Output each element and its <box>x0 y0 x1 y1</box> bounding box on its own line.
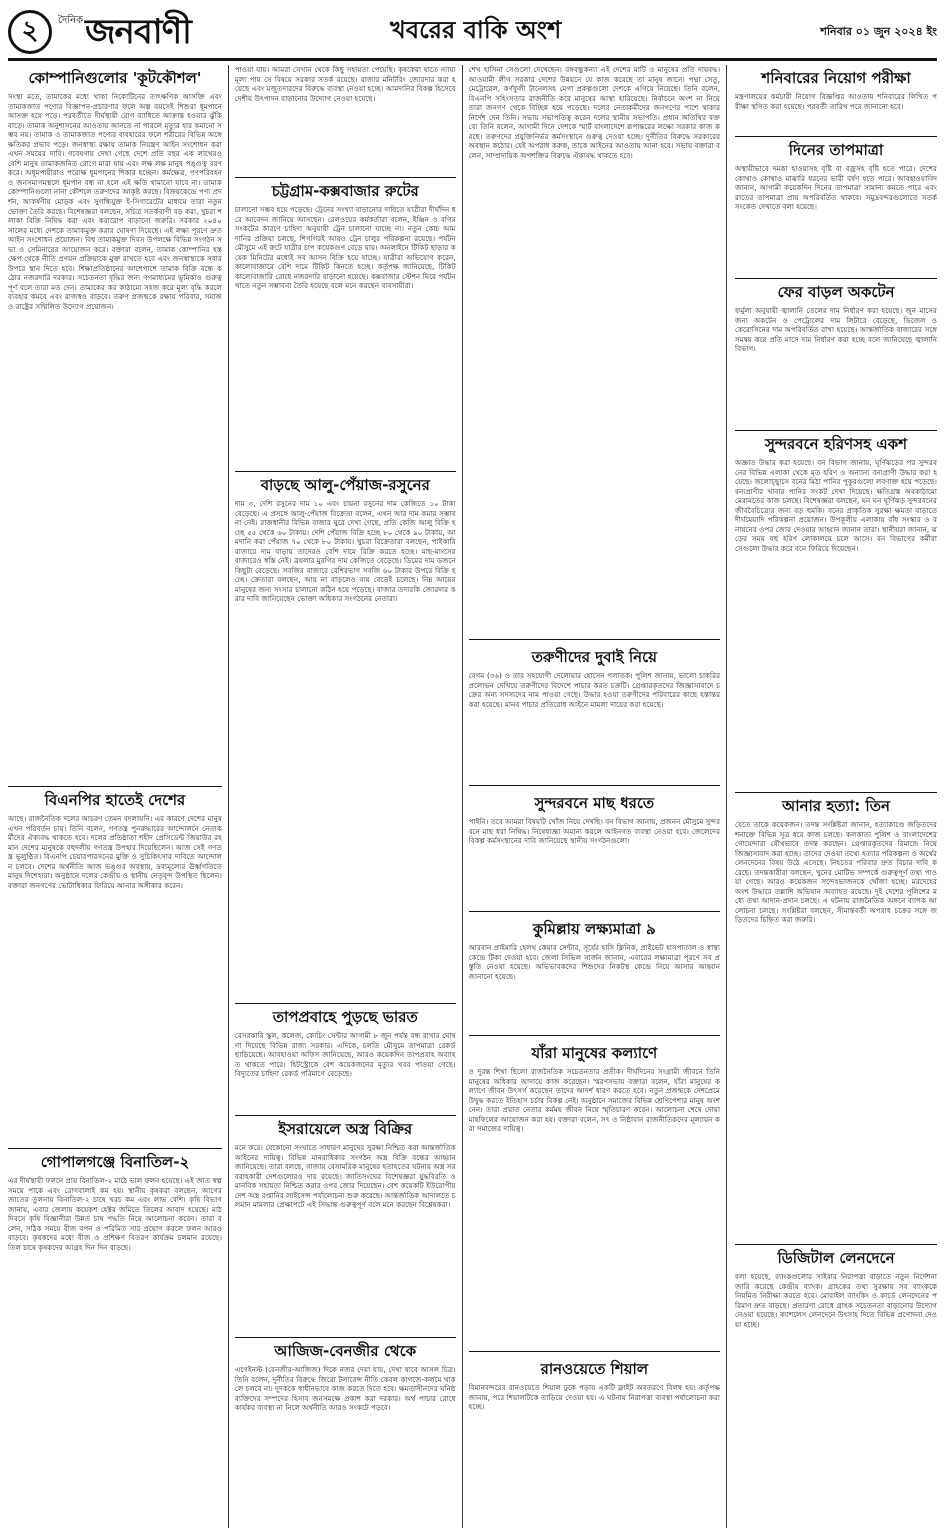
divider <box>235 1337 456 1338</box>
headline-young: তরুণীদের দুবাই নিয়ে <box>531 648 657 666</box>
article-comilla: আরবান প্রাইমারি হেলথ কেয়ার সেন্টার, সূর্যের হাসি ক্লিনিক, প্রাইভেট হাসপাতাল ও স্বাস্থ্য কেন্দ্রে টিকা দেওয়া হবে। জেলা সিভিল সার্জন জানান, এবারের লক্ষ্যমাত্রা পূরণে সব প্রস্তুতি নেওয়া হয়েছে। অভিভাবকদের শিশুদের নিকটস্থ কেন্দ্রে নিয়ে আসার আহ্বান জানানো হয়েছে। <box>468 943 721 981</box>
column-3 <box>463 65 727 1528</box>
divider <box>735 792 937 793</box>
headline-comilla: কুমিল্লায় লক্ষ্যমাত্রা ৯ <box>532 920 656 938</box>
article-india: বেসরকারি স্কুল, কলেজ, কোচিং সেন্টার আগামী ৮ জুন পর্যন্ত বন্ধ রাখার ঘোষণা দিয়েছে বিভিন্ন রাজ্য সরকার। এদিকে, চলতি মৌসুমে তাপমাত্রা রেকর্ড ছাড়িয়েছে। আবহাওয়া অফিস জানিয়েছে, আরও কয়েকদিন তাপপ্রবাহ অব্যাহত থাকতে পারে। হিটস্ট্রোকে বেশ কয়েকজনের মৃত্যুর খবর পাওয়া গেছে। বিদ্যুতের চাহিদা রেকর্ড পরিমাণে বেড়েছে। <box>234 1031 456 1079</box>
divider <box>469 639 720 640</box>
divider <box>469 911 720 912</box>
divider <box>8 1148 222 1149</box>
headline-deer: সুন্দরবনে হরিণসহ একশ <box>765 435 908 453</box>
article-octane: ফর্মুলা অনুযায়ী জ্বালানি তেলের দাম নির্ধারণ করা হয়েছে। জুন মাসের জন্য অকটেন ও পেট্রোলের দাম লিটারে বেড়েছে, ডিজেল ও কেরোসিনের দাম অপরিবর্তিত রাখা হয়েছে। আন্তর্জাতিক বাজারের সঙ্গে সমন্বয় করে প্রতি মাসে দাম নির্ধারণ করা হচ্ছে বলে জানিয়েছে জ্বালানি বিভাগ। <box>735 306 937 354</box>
divider <box>735 136 937 137</box>
headline-india: তাপপ্রবাহে পুড়ছে ভারত <box>272 1008 418 1026</box>
divider <box>235 177 456 178</box>
article-sundarban-fish: পাইনি। তবে আমরা বিষয়টি খোঁজ নিয়ে দেখছি। বন বিভাগ জানায়, প্রজনন মৌসুমে সুন্দরবনে মাছ ধরা নিষিদ্ধ। নিষেধাজ্ঞা অমান্য করলে আইনগত ব্যবস্থা নেওয়া হবে। জেলেদের বিকল্প কর্মসংস্থানের দাবি জানিয়েছে স্থানীয় সংগঠনগুলো। <box>468 817 721 846</box>
article-welfare: ও দুরন্ত শিখা ছিলো রাজনৈতিক সচেতনতার প্রতীক। দীর্ঘদিনের সংগ্রামী জীবনে তিনি মানুষের অধিকার আদায়ে কাজ করেছেন। স্মরণসভায় বক্তারা বলেন, যাঁরা মানুষের কল্যাণে জীবন উৎসর্গ করেছেন তাদের আদর্শ ধারণ করতে হবে। নতুন প্রজন্মকে দেশপ্রেমে উদ্বুদ্ধ করতে ইতিহাস চর্চার বিকল্প নেই। অনুষ্ঠানে সমাজের বিভিন্ন শ্রেণিপেশার মানুষ অংশ নেন। তারা প্রয়াত নেতার কর্মময় জীবন নিয়ে স্মৃতিচারণ করেন। আলোচনা শেষে দোয়া মাহফিলের আয়োজন করা হয়। বক্তারা বলেন, সৎ ও নিষ্ঠাবান রাজনীতিকদের মূল্যায়ন করা সমাজের দায়িত্ব। <box>468 1067 721 1134</box>
article-sheikh: শেখ হাসিনা সেগুলো দেখেছেন। বঙ্গবন্ধুকন্যা এই দেশের মাটি ও মানুষের প্রতি দায়বদ্ধ। আওয়ামী লীগ সরকার দেশের উন্নয়নে যে কাজ করেছে তা মানুষ জানে। পদ্মা সেতু, মেট্রোরেল, কর্ণফুলী টানেলসহ মেগা প্রকল্পগুলো দেশকে এগিয়ে নিয়েছে। তিনি বলেন, বিএনপি সহিংসতার রাজনীতি করে মানুষের আস্থা হারিয়েছে। নির্বাচনে অংশ না নিয়ে তারা জনগণ থেকে বিচ্ছিন্ন হয়ে পড়েছে। দলের নেতাকর্মীদের জনগণের পাশে থাকার নির্দেশ দেন তিনি। সভায় সভাপতিত্ব করেন দলের স্থানীয় সভাপতি। প্রধান অতিথির বক্তব্যে তিনি বলেন, আগামী দিনে দেশকে স্মার্ট বাংলাদেশে রূপান্তরের লক্ষ্যে সরকার কাজ করছে। তরুণদের প্রযুক্তিনির্ভর কর্মসংস্থানে গুরুত্ব দেওয়া হচ্ছে। দুর্নীতির বিরুদ্ধে সরকারের অবস্থান কঠোর। যেই অপরাধ করুক, তাকে আইনের আওতায় আনা হবে। সভায় বক্তারা বলেন, সাম্প্রদায়িক অপশক্তির বিরুদ্ধে ঐক্যবদ্ধ থাকতে হবে। <box>468 65 721 160</box>
column-1 <box>8 65 229 1528</box>
article-companies: সংস্থা মতে, তামাকের মধ্যে থাকা নিকোটিনের তাৎক্ষণিক আসক্তি এবং তামাকজাত পণ্যের বিজ্ঞাপন-প্রচারণার ফলে অল্প বয়সেই শিশুরা ধূমপানে আসক্ত হয়ে পড়ে। পরবর্তীতে দীর্ঘস্থায়ী রোগ ব্যাধিতে আক্রান্ত হওয়ার ঝুঁকি বাড়ে। তামাক অনুশাসনের আওতায় আনতে না পারলে মৃত্যুর হার কমানো সম্ভব নয়। তামাক ও তামাকজাত পণ্যের ব্যবহারের ফলে শরীরের বিভিন্ন অঙ্গে ক্ষতিকর প্রভাব পড়ে। জনস্বাস্থ্য রক্ষায় তামাক নিয়ন্ত্রণ আইন সংশোধন করা এখন সময়ের দাবি। গবেষণায় দেখা গেছে দেশে প্রতি বছর এক লাখেরও বেশি মানুষ তামাকজনিত রোগে মারা যায় এবং লক্ষ লক্ষ মানুষ পঙ্গুত্ব বরণ করে। অধূমপায়ীরাও পরোক্ষ ধূমপানের শিকার হচ্ছেন। কর্মক্ষেত্র, গণপরিবহন ও জনসমাগমস্থলে ধূমপান বন্ধ না হলে এই ক্ষতি থামানো যাবে না। তামাক কোম্পানিগুলো নানা কৌশলে তরুণদের আকৃষ্ট করছে। বিক্রয়কেন্দ্রে পণ্য প্রদর্শন, আকর্ষণীয় মোড়ক এবং সুগন্ধিযুক্ত ই-সিগারেটের মাধ্যমে তারা নতুন ভোক্তা তৈরি করছে। বিশেষজ্ঞরা বলছেন, সচিত্র সতর্কবাণী বড় করা, খুচরা শলাকা বিক্রি নিষিদ্ধ করা এবং করারোপ বাড়ানো জরুরি। সরকার ২০৪০ সালের মধ্যে দেশকে তামাকমুক্ত করার ঘোষণা দিয়েছে। এই লক্ষ্য পূরণে দ্রুত আইন সংশোধন প্রয়োজন। বিশ্ব তামাকমুক্ত দিবস উপলক্ষে বিভিন্ন সংগঠন সভা ও সেমিনারের আয়োজন করে। বক্তারা বলেন, তামাক কোম্পানির হস্তক্ষেপ থেকে নীতি প্রণয়ন প্রক্রিয়াকে মুক্ত রাখতে হবে এবং জনস্বাস্থ্যকে সবার উপরে স্থান দিতে হবে। শিক্ষাপ্রতিষ্ঠানের আশেপাশে তামাক বিক্রি বন্ধে কঠোর নজরদারি দরকার। সচেতনতা বৃদ্ধির জন্য গণমাধ্যমের ভূমিকাও গুরুত্বপূর্ণ বলে তারা মত দেন। তামাকের কর কাঠামো সহজ করে মূল্য বৃদ্ধি করলে ব্যবহার কমবে এবং রাজস্বও বাড়বে। তরুণ প্রজন্মকে রক্ষায় পরিবার, সমাজ ও রাষ্ট্রের সম্মিলিত উদ্যোগ প্রয়োজন। <box>8 92 222 312</box>
divider <box>469 1351 720 1352</box>
article-pao: পাওয়া যায়। আমরা সেখান থেকে কিছু সহায়তা পেয়েছি। কৃষকেরা যাতে ন্যায্যমূল্য পায় সে বিষয়ে সরকার সতর্ক রয়েছে। বাজার মনিটরিং জোরদার করা হয়েছে এবং মজুতদারদের বিরুদ্ধে ব্যবস্থা নেওয়া হচ্ছে। আমদানির বিকল্প হিসেবে দেশীয় উৎপাদন বাড়ানোর উদ্যোগ নেওয়া হয়েছে। <box>234 65 456 103</box>
article-digital: বলা হয়েছে, ব্যাংকগুলোর সাইবার নিরাপত্তা বাড়াতে নতুন নির্দেশনা জারি করেছে কেন্দ্রীয় ব্যাংক। গ্রাহকের তথ্য সুরক্ষায় সব ব্যাংককে নিয়মিত নিরীক্ষা করতে হবে। মোবাইল ব্যাংকিং ও কার্ডে লেনদেনের পরিমাণ দ্রুত বাড়ছে। প্রতারণা রোধে গ্রাহক সচেতনতা বাড়ানোর উদ্যোগ নেওয়া হয়েছে। ক্যাশলেস লেনদেনে উৎসাহ দিতে বিভিন্ন প্রণোদনা দেওয়া হচ্ছে। <box>735 1272 937 1329</box>
headline-digital: ডিজিটাল লেনদেনে <box>777 1249 895 1267</box>
article-jobs: মন্ত্রণালয়ের কর্মচারী নিয়োগ বিজ্ঞপ্তির আওতায় শনিবারের লিখিত পরীক্ষা স্থগিত করা হয়েছে। পরবর্তী তারিখ পরে জানানো হবে। <box>735 92 937 111</box>
divider <box>469 785 720 786</box>
headline-aziz: আজিজ-বেনজীর থেকে <box>274 1342 417 1360</box>
divider <box>735 278 937 279</box>
divider <box>469 1035 720 1036</box>
headline-murder: আনার হত্যা: তিন <box>782 797 890 815</box>
page-number: ২ <box>8 10 52 54</box>
article-temp: অস্থায়ীভাবে দমকা হাওয়াসহ বৃষ্টি বা বজ্রসহ বৃষ্টি হতে পারে। দেশের কোথাও কোথাও মাঝারি ধরনের ভারী বর্ষণ হতে পারে। আবহাওয়াবিদ জানান, আগামী কয়েকদিন দিনের তাপমাত্রা সামান্য কমতে পারে এবং রাতের তাপমাত্রা প্রায় অপরিবর্তিত থাকবে। সমুদ্রবন্দরগুলোতে সতর্কসংকেত দেখাতে বলা হয়েছে। <box>735 164 937 212</box>
masthead <box>8 6 937 61</box>
article-murder: যেতে তাকে কয়েকজন। তদন্ত সংশ্লিষ্টরা জানান, হত্যাকাণ্ডে জড়িতদের শনাক্তে বিভিন্ন সূত্র ধরে কাজ চলছে। কলকাতা পুলিশ ও বাংলাদেশের গোয়েন্দারা যৌথভাবে তদন্ত করছেন। গ্রেপ্তারকৃতদের রিমান্ডে নিয়ে জিজ্ঞাসাবাদ করা হচ্ছে। তাদের দেওয়া তথ্যে হত্যার পরিকল্পনা ও অর্থের লেনদেনের বিষয় উঠে এসেছে। নিহতের পরিবার দ্রুত বিচার দাবি করেছে। তদন্তকারীরা বলছেন, খুনের মোটিভ সম্পর্কে গুরুত্বপূর্ণ তথ্য পাওয়া গেছে। আরও কয়েকজন সন্দেহভাজনকে খোঁজা হচ্ছে। মরদেহের অংশ উদ্ধারে তল্লাশি অভিযান অব্যাহত রয়েছে। দুই দেশের পুলিশের মধ্যে তথ্য আদান-প্রদান চলছে। এ ঘটনায় রাজনৈতিক অঙ্গনে ব্যাপক আলোচনা চলছে। সংশ্লিষ্টরা বলছেন, সীমান্তবর্তী অপরাধ চক্রের সঙ্গে জড়িতদের চিহ্নিত করা জরুরি। <box>735 820 937 925</box>
article-bnp: আছে। রাজনৈতিক দলের আচরণ তেমন বদলায়নি। এর কারণে দেশের মানুষ এখন পরিবর্তন চায়। তিনি বলেন, গণতন্ত্র পুনরুদ্ধারের আন্দোলনে নেতাকর্মীদের ঐক্যবদ্ধ থাকতে হবে। দলের প্রতিষ্ঠাতা শহীদ প্রেসিডেন্ট জিয়াউর রহমান দেশের মানুষকে বহুদলীয় গণতন্ত্র উপহার দিয়েছিলেন। আজ সেই গণতন্ত্র ভূলুণ্ঠিত। বিএনপি চেয়ারপারসনের মুক্তি ও সুচিকিৎসার দাবিতে আন্দোলন চলবে। দেশের অর্থনীতি আজ ভঙ্গুর অবস্থায়, দ্রব্যমূল্যের ঊর্ধ্বগতিতে মানুষ দিশেহারা। অনুষ্ঠানে দলের কেন্দ্রীয় ও স্থানীয় নেতৃবৃন্দ উপস্থিত ছিলেন। বক্তারা জনগণের ভোটাধিকার ফিরিয়ে আনার অঙ্গীকার করেন। <box>8 814 222 890</box>
headline-octane: ফের বাড়ল অকটেন <box>777 283 895 301</box>
headline-jobs: শনিবারের নিয়োগ পরীক্ষা <box>761 69 911 87</box>
page-date: শনিবার ০১ জুন ২০২৪ ইং <box>820 24 937 38</box>
article-potato: দাম ৩, দেশি রসুনের দাম ১০ এবং চায়না রসুনের দাম কেজিতে ১০ টাকা বেড়েছে। এ প্রসঙ্গে আলু-পেঁয়াজ বিক্রেতা বলেন, এখন আর দাম কমার সম্ভাবনা নেই। রাজধানীর বিভিন্ন বাজার ঘুরে দেখা গেছে, প্রতি কেজি আলু বিক্রি হচ্ছে ৫৫ থেকে ৬০ টাকায়। দেশি পেঁয়াজ বিক্রি হচ্ছে ৮০ থেকে ৯০ টাকায়, আমদানি করা পেঁয়াজ ৭০ থেকে ৮০ টাকায়। খুচরা বিক্রেতারা বলছেন, পাইকারি বাজারে দাম বাড়ায় তাদেরও বেশি দামে বিক্রি করতে হচ্ছে। মাছ-মাংসের বাজারেও স্বস্তি নেই। ব্রয়লার মুরগির দাম কেজিতে বেড়েছে। ডিমের দাম ডজনে কিছুটা বেড়েছে। সবজির বাজারে বেশিরভাগ সবজি ৬০ টাকার উপরে বিক্রি হচ্ছে। ক্রেতারা বলছেন, আয় না বাড়লেও ব্যয় বেড়েই চলেছে। নিম্ন আয়ের মানুষের জন্য সংসার চালানো কঠিন হয়ে পড়েছে। বাজার তদারকি জোরদার করার দাবি জানিয়েছেন ভোক্তা অধিকার সংগঠনের নেতারা। <box>234 499 456 604</box>
headline-bnp: বিএনপির হাতেই দেশের <box>44 791 186 809</box>
divider <box>735 1244 937 1245</box>
headline-temp: দিনের তাপমাত্রা <box>788 141 884 159</box>
article-young: বেগম (৩৬) ও তার সহযোগী দেলোয়ার হোসেন পলাতক। পুলিশ জানায়, ভালো চাকরির প্রলোভন দেখিয়ে তরুণীদের বিদেশে পাচার করত চক্রটি। গ্রেপ্তারকৃতদের জিজ্ঞাসাবাদে চক্রের অন্য সদস্যদের নাম পাওয়া গেছে। উদ্ধার হওয়া তরুণীদের পরিবারের কাছে হস্তান্তর করা হয়েছে। মানব পাচার প্রতিরোধ আইনে মামলা দায়ের করা হয়েছে। <box>468 671 721 709</box>
brand-small: দৈনিক <box>58 15 84 26</box>
article-ctg: চালানো সম্ভব হয়ে পড়েছে। ট্রেনের সংখ্যা বাড়ানোর দাবিতে যাত্রীরা দীর্ঘদিন ধরে আবেদন জানিয়ে আসছেন। রেলওয়ের কর্মকর্তারা বলেন, ইঞ্জিন ও বগির সংকটের কারণে চাহিদা অনুযায়ী ট্রেন চালানো যাচ্ছে না। নতুন কোচ আমদানির প্রক্রিয়া চলছে, শিগগিরই আরও ট্রেন চালুর পরিকল্পনা রয়েছে। পর্যটন মৌসুমে এই রুটে যাত্রীর চাপ কয়েকগুণ বেড়ে যায়। অনলাইনে টিকিট ছাড়ার কয়েক মিনিটের মধ্যেই সব আসন বিক্রি হয়ে যাচ্ছে। যাত্রীরা অভিযোগ করেন, কালোবাজারে বেশি দামে টিকিট কিনতে হচ্ছে। কর্তৃপক্ষ জানিয়েছে, টিকিট কালোবাজারি রোধে নজরদারি বাড়ানো হয়েছে। কক্সবাজার স্টেশন ঘিরে পর্যটন খাতে নতুন সম্ভাবনা তৈরি হয়েছে বলে মনে করছেন ব্যবসায়ীরা। <box>234 205 456 291</box>
divider <box>8 786 222 787</box>
article-israel: মনে করে। যেকোনো সংঘাতে সাধারণ মানুষের সুরক্ষা নিশ্চিত করা আন্তর্জাতিক আইনের দায়িত্ব। বিভিন্ন মানবাধিকার সংগঠন অস্ত্র বিক্রি বন্ধের আহ্বান জানিয়েছে। তারা বলছে, গাজায় বেসামরিক মানুষের হতাহতের ঘটনায় অস্ত্র সরবরাহকারী দেশগুলোরও দায় রয়েছে। জাতিসংঘের বিশেষজ্ঞরা যুদ্ধবিরতি ও মানবিক সহায়তা নিশ্চিত করার ওপর জোর দিয়েছেন। বেশ কয়েকটি ইউরোপীয় দেশ অস্ত্র রপ্তানির লাইসেন্স পর্যালোচনা শুরু করেছে। আন্তর্জাতিক আদালতে চলমান মামলার প্রেক্ষাপটে এই সিদ্ধান্ত গুরুত্বপূর্ণ বলে মনে করছেন বিশ্লেষকরা। <box>234 1143 456 1210</box>
headline-runway: রানওয়েতে শিয়াল <box>540 1360 649 1378</box>
headline-companies: কোম্পানিগুলোর 'কূটকৌশল' <box>28 69 202 87</box>
divider <box>235 471 456 472</box>
article-runway: বিমানবন্দরের রানওয়েতে শিয়াল ঢুকে পড়ায় একটি ফ্লাইট অবতরণে বিলম্ব হয়। কর্তৃপক্ষ জানায়, পরে শিয়ালটিকে তাড়িয়ে দেওয়া হয়। এ ঘটনায় নিরাপত্তা ব্যবস্থা পর্যালোচনা করা হচ্ছে। <box>468 1383 721 1412</box>
article-aziz: এগেইনস্ট (বেনজীর-আজিজ) দিকে নজর দেয়া যায়, দেখা যাবে আসল চিত্র। তিনি বলেন, দুর্নীতির বিরুদ্ধে জিরো টলারেন্স নীতি কেবল কাগজে-কলমে থাকলে চলবে না। দুদককে স্বাধীনভাবে কাজ করতে দিতে হবে। ক্ষমতাসীনদের ঘনিষ্ঠ ব্যক্তিদের সম্পদের হিসাব জনসমক্ষে প্রকাশ করা দরকার। অর্থ পাচার রোধে কার্যকর ব্যবস্থা না নিলে অর্থনীতি আরও সংকটে পড়বে। <box>234 1365 456 1413</box>
divider <box>235 1115 456 1116</box>
headline-israel: ইসরায়েলে অস্ত্র বিক্রির <box>278 1120 413 1138</box>
column-4 <box>727 65 937 1528</box>
article-deer: অজ্ঞাত উদ্ধার করা হয়েছে। বন বিভাগ জানায়, ঘূর্ণিঝড়ের পর সুন্দরবনের বিভিন্ন এলাকা থেকে মৃত হরিণ ও অন্যান্য বন্যপ্রাণী উদ্ধার করা হয়েছে। জলোচ্ছ্বাসে বনের মিঠা পানির পুকুরগুলো লবণাক্ত হয়ে পড়েছে। বন্যপ্রাণীর খাবার পানির সংকট দেখা দিয়েছে। ক্ষতিগ্রস্ত অবকাঠামো মেরামতের কাজ চলছে। বিশেষজ্ঞরা বলছেন, ঘন ঘন ঘূর্ণিঝড় সুন্দরবনের জীববৈচিত্র্যের জন্য বড় হুমকি। বনের প্রাকৃতিক সুরক্ষা ক্ষমতা বাড়াতে দীর্ঘমেয়াদি পরিকল্পনা প্রয়োজন। উপকূলীয় এলাকায় বাঁধ সংস্কার ও বনায়নের ওপর জোর দেওয়ার আহ্বান জানান তারা। স্থানীয়রা জানান, ঝড়ের সময় বহু হরিণ লোকালয়ে চলে আসে। বন বিভাগের কর্মীরা সেগুলো উদ্ধার করে বনে ফিরিয়ে দিয়েছেন। <box>735 458 937 553</box>
column-2 <box>229 65 463 1528</box>
section-title: খবরের বাকি অংশ <box>390 16 562 44</box>
divider <box>235 1003 456 1004</box>
brand-name: জনবাণী <box>85 12 191 52</box>
divider <box>735 430 937 431</box>
headline-welfare: যাঁরা মানুষের কল্যাণে <box>531 1044 658 1062</box>
headline-gopalganj: গোপালগঞ্জে বিনাতিল-২ <box>40 1153 190 1171</box>
headline-sundarban-fish: সুন্দরবনে মাছ ধরতে <box>534 794 655 812</box>
headline-ctg: চট্টগ্রাম-কক্সবাজার রুটের <box>271 182 419 200</box>
headline-potato: বাড়ছে আলু-পেঁয়াজ-রসুনের <box>260 476 430 494</box>
article-gopalganj: এর দীর্ঘস্থায়ী ফলনে প্রায় বিনাতিল-২ মাঠে ভাল ফলন হয়েছে। এই জাত স্বল্প সময়ে পাকে এবং রোগবালাই কম হয়। স্থানীয় কৃষকরা বলছেন, আগের জাতের তুলনায় বিনাতিল-২ চাষে খরচ কম এবং লাভ বেশি। কৃষি বিভাগ জানায়, এবার জেলায় কয়েকশ হেক্টর জমিতে তিলের আবাদ হয়েছে। মাঠ দিবসে কৃষি বিজ্ঞানীরা উন্নত চাষ পদ্ধতি নিয়ে আলোচনা করেন। তারা বলেন, সঠিক সময়ে বীজ বপন ও পরিমিত সার প্রয়োগ করলে ফলন আরও বাড়বে। কৃষকদের মধ্যে বীজ ও প্রশিক্ষণ বিতরণ কার্যক্রম চলমান রয়েছে। তিল চাষে কৃষকদের আগ্রহ দিন দিন বাড়ছে। <box>8 1176 222 1252</box>
